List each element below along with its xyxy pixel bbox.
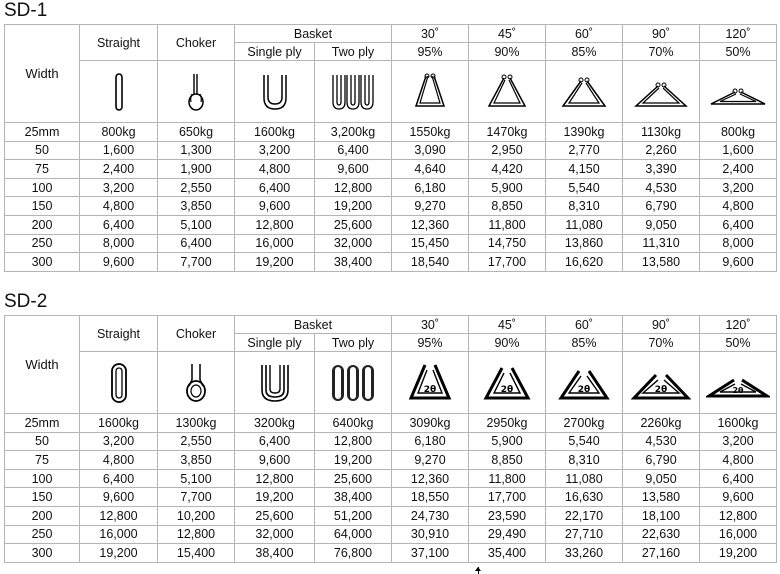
capacity-cell: 1,600 bbox=[700, 141, 777, 160]
capacity-cell: 30,910 bbox=[392, 525, 469, 544]
capacity-cell: 6,400 bbox=[700, 215, 777, 234]
capacity-cell: 6,400 bbox=[235, 178, 315, 197]
capacity-cell: 6,180 bbox=[392, 178, 469, 197]
table-row bbox=[5, 215, 777, 234]
choker-header: Choker bbox=[158, 316, 235, 352]
capacity-cell: 8,310 bbox=[546, 451, 623, 470]
two-ply-header: Two ply bbox=[315, 334, 392, 352]
capacity-cell: 8,000 bbox=[80, 234, 158, 253]
capacity-cell: 27,710 bbox=[546, 525, 623, 544]
capacity-cell: 8,850 bbox=[469, 197, 546, 216]
table-row bbox=[5, 432, 777, 451]
capacity-cell: 2,260 bbox=[623, 141, 700, 160]
capacity-cell: 13,580 bbox=[623, 488, 700, 507]
capacity-cell: 4,530 bbox=[623, 178, 700, 197]
width-cell: 75 bbox=[5, 160, 80, 179]
capacity-cell: 4,640 bbox=[392, 160, 469, 179]
angle-45-sling-icon bbox=[469, 352, 546, 414]
load-table-sd1 bbox=[4, 24, 777, 272]
capacity-cell: 3,200 bbox=[80, 178, 158, 197]
capacity-cell: 9,270 bbox=[392, 451, 469, 470]
capacity-cell: 800kg bbox=[80, 123, 158, 142]
capacity-cell: 3,200 bbox=[80, 432, 158, 451]
choker-header: Choker bbox=[158, 25, 235, 61]
straight-header: Straight bbox=[80, 25, 158, 61]
table-row bbox=[5, 488, 777, 507]
capacity-cell: 27,160 bbox=[623, 544, 700, 563]
capacity-cell: 18,540 bbox=[392, 253, 469, 272]
capacity-cell: 9,050 bbox=[623, 469, 700, 488]
capacity-cell: 3,200 bbox=[700, 432, 777, 451]
capacity-cell: 13,580 bbox=[623, 253, 700, 272]
factor-header: 50% bbox=[700, 43, 777, 61]
capacity-cell: 1,600 bbox=[80, 141, 158, 160]
capacity-cell: 16,000 bbox=[700, 525, 777, 544]
factor-header: 85% bbox=[546, 334, 623, 352]
capacity-cell: 24,730 bbox=[392, 506, 469, 525]
straight-header: Straight bbox=[80, 316, 158, 352]
capacity-cell: 19,200 bbox=[80, 544, 158, 563]
width-cell: 250 bbox=[5, 525, 80, 544]
capacity-cell: 2,550 bbox=[158, 178, 235, 197]
width-header: Width bbox=[5, 25, 80, 123]
capacity-cell: 25,600 bbox=[235, 506, 315, 525]
capacity-cell: 4,800 bbox=[700, 451, 777, 470]
capacity-cell: 17,700 bbox=[469, 488, 546, 507]
capacity-cell: 19,200 bbox=[235, 488, 315, 507]
angle-header: 60˚ bbox=[546, 25, 623, 43]
angle-30-sling-icon bbox=[392, 352, 469, 414]
table-row bbox=[5, 451, 777, 470]
width-cell: 50 bbox=[5, 141, 80, 160]
angle-120-sling-icon bbox=[700, 352, 777, 414]
capacity-cell: 9,050 bbox=[623, 215, 700, 234]
capacity-cell: 6,400 bbox=[158, 234, 235, 253]
capacity-cell: 3,850 bbox=[158, 197, 235, 216]
capacity-cell: 6,400 bbox=[315, 141, 392, 160]
section-title-sd2: SD-2 bbox=[4, 291, 48, 312]
capacity-cell: 15,400 bbox=[158, 544, 235, 563]
capacity-cell: 8,000 bbox=[700, 234, 777, 253]
angle-60-sling-icon bbox=[546, 352, 623, 414]
capacity-cell: 51,200 bbox=[315, 506, 392, 525]
capacity-cell: 5,900 bbox=[469, 178, 546, 197]
capacity-cell: 9,270 bbox=[392, 197, 469, 216]
capacity-cell: 4,800 bbox=[80, 451, 158, 470]
capacity-cell: 9,600 bbox=[235, 451, 315, 470]
factor-header: 85% bbox=[546, 43, 623, 61]
angle-90-sling-icon bbox=[623, 61, 700, 123]
straight-sling-icon bbox=[80, 352, 158, 414]
table-row bbox=[5, 469, 777, 488]
capacity-cell: 64,000 bbox=[315, 525, 392, 544]
capacity-cell: 2700kg bbox=[546, 414, 623, 433]
capacity-cell: 6,400 bbox=[235, 432, 315, 451]
table-row bbox=[5, 253, 777, 272]
capacity-cell: 12,360 bbox=[392, 469, 469, 488]
capacity-cell: 76,800 bbox=[315, 544, 392, 563]
capacity-cell: 5,540 bbox=[546, 178, 623, 197]
table-row bbox=[5, 197, 777, 216]
capacity-cell: 38,400 bbox=[315, 253, 392, 272]
capacity-cell: 1130kg bbox=[623, 123, 700, 142]
angle-header: 120˚ bbox=[700, 25, 777, 43]
capacity-cell: 17,700 bbox=[469, 253, 546, 272]
angle-header: 120˚ bbox=[700, 316, 777, 334]
straight-sling-icon bbox=[80, 61, 158, 123]
capacity-cell: 35,400 bbox=[469, 544, 546, 563]
table-row bbox=[5, 160, 777, 179]
capacity-cell: 2,400 bbox=[80, 160, 158, 179]
capacity-cell: 1550kg bbox=[392, 123, 469, 142]
capacity-cell: 7,700 bbox=[158, 488, 235, 507]
capacity-cell: 16,630 bbox=[546, 488, 623, 507]
svg-text:2θ: 2θ bbox=[423, 384, 437, 395]
width-cell: 50 bbox=[5, 432, 80, 451]
capacity-cell: 22,170 bbox=[546, 506, 623, 525]
angle-header: 60˚ bbox=[546, 316, 623, 334]
capacity-cell: 16,000 bbox=[235, 234, 315, 253]
width-cell: 100 bbox=[5, 469, 80, 488]
angle-header: 90˚ bbox=[623, 25, 700, 43]
angle-header: 30˚ bbox=[392, 316, 469, 334]
capacity-cell: 3200kg bbox=[235, 414, 315, 433]
capacity-cell: 4,530 bbox=[623, 432, 700, 451]
capacity-cell: 4,150 bbox=[546, 160, 623, 179]
capacity-cell: 1600kg bbox=[80, 414, 158, 433]
capacity-cell: 1600kg bbox=[235, 123, 315, 142]
capacity-cell: 2,770 bbox=[546, 141, 623, 160]
capacity-cell: 11,800 bbox=[469, 469, 546, 488]
capacity-cell: 12,800 bbox=[315, 432, 392, 451]
capacity-cell: 3,200 bbox=[700, 178, 777, 197]
capacity-cell: 16,620 bbox=[546, 253, 623, 272]
capacity-cell: 1,900 bbox=[158, 160, 235, 179]
capacity-cell: 12,800 bbox=[235, 469, 315, 488]
capacity-cell: 2,550 bbox=[158, 432, 235, 451]
capacity-cell: 6,790 bbox=[623, 197, 700, 216]
svg-text:2θ: 2θ bbox=[500, 384, 514, 395]
width-cell: 25mm bbox=[5, 414, 80, 433]
single-ply-header: Single ply bbox=[235, 334, 315, 352]
capacity-cell: 4,420 bbox=[469, 160, 546, 179]
angle-45-sling-icon bbox=[469, 61, 546, 123]
capacity-cell: 1300kg bbox=[158, 414, 235, 433]
capacity-cell: 5,540 bbox=[546, 432, 623, 451]
table-row bbox=[5, 506, 777, 525]
capacity-cell: 19,200 bbox=[700, 544, 777, 563]
table-row bbox=[5, 544, 777, 563]
capacity-cell: 6,400 bbox=[80, 215, 158, 234]
factor-header: 70% bbox=[623, 334, 700, 352]
capacity-cell: 25,600 bbox=[315, 469, 392, 488]
angle-header: 45˚ bbox=[469, 316, 546, 334]
capacity-cell: 14,750 bbox=[469, 234, 546, 253]
capacity-cell: 2,950 bbox=[469, 141, 546, 160]
capacity-cell: 1390kg bbox=[546, 123, 623, 142]
capacity-cell: 23,590 bbox=[469, 506, 546, 525]
capacity-cell: 3,200kg bbox=[315, 123, 392, 142]
capacity-cell: 6,400 bbox=[80, 469, 158, 488]
factor-header: 50% bbox=[700, 334, 777, 352]
single-ply-basket-icon bbox=[235, 352, 315, 414]
single-ply-header: Single ply bbox=[235, 43, 315, 61]
factor-header: 70% bbox=[623, 43, 700, 61]
capacity-cell: 12,800 bbox=[235, 215, 315, 234]
capacity-cell: 6,400 bbox=[700, 469, 777, 488]
capacity-cell: 6400kg bbox=[315, 414, 392, 433]
capacity-cell: 13,860 bbox=[546, 234, 623, 253]
capacity-cell: 5,900 bbox=[469, 432, 546, 451]
capacity-cell: 32,000 bbox=[315, 234, 392, 253]
basket-header: Basket bbox=[235, 25, 392, 43]
capacity-cell: 9,600 bbox=[700, 488, 777, 507]
table-row bbox=[5, 234, 777, 253]
capacity-cell: 2260kg bbox=[623, 414, 700, 433]
capacity-cell: 19,200 bbox=[315, 451, 392, 470]
width-cell: 150 bbox=[5, 197, 80, 216]
capacity-cell: 18,100 bbox=[623, 506, 700, 525]
angle-header: 90˚ bbox=[623, 316, 700, 334]
capacity-cell: 29,490 bbox=[469, 525, 546, 544]
capacity-cell: 12,800 bbox=[315, 178, 392, 197]
width-cell: 75 bbox=[5, 451, 80, 470]
capacity-cell: 12,800 bbox=[700, 506, 777, 525]
capacity-cell: 6,180 bbox=[392, 432, 469, 451]
capacity-cell: 4,800 bbox=[235, 160, 315, 179]
capacity-cell: 4,800 bbox=[80, 197, 158, 216]
capacity-cell: 3,090 bbox=[392, 141, 469, 160]
width-cell: 200 bbox=[5, 506, 80, 525]
width-cell: 200 bbox=[5, 215, 80, 234]
capacity-cell: 12,800 bbox=[158, 525, 235, 544]
capacity-cell: 6,790 bbox=[623, 451, 700, 470]
capacity-cell: 11,080 bbox=[546, 469, 623, 488]
width-header: Width bbox=[5, 316, 80, 414]
capacity-cell: 15,450 bbox=[392, 234, 469, 253]
mouse-cursor-icon bbox=[478, 567, 479, 574]
choker-sling-icon bbox=[158, 61, 235, 123]
single-ply-basket-icon bbox=[235, 61, 315, 123]
capacity-cell: 18,550 bbox=[392, 488, 469, 507]
angle-header: 30˚ bbox=[392, 25, 469, 43]
capacity-cell: 2950kg bbox=[469, 414, 546, 433]
table-row bbox=[5, 178, 777, 197]
capacity-cell: 16,000 bbox=[80, 525, 158, 544]
width-cell: 300 bbox=[5, 544, 80, 563]
width-cell: 300 bbox=[5, 253, 80, 272]
capacity-cell: 9,600 bbox=[80, 253, 158, 272]
capacity-cell: 11,800 bbox=[469, 215, 546, 234]
svg-text:2θ: 2θ bbox=[577, 384, 591, 395]
capacity-cell: 1,300 bbox=[158, 141, 235, 160]
width-cell: 100 bbox=[5, 178, 80, 197]
section-title-sd1: SD-1 bbox=[4, 0, 48, 21]
capacity-cell: 19,200 bbox=[315, 197, 392, 216]
choker-sling-icon bbox=[158, 352, 235, 414]
capacity-cell: 12,800 bbox=[80, 506, 158, 525]
width-cell: 25mm bbox=[5, 123, 80, 142]
capacity-cell: 3,390 bbox=[623, 160, 700, 179]
factor-header: 95% bbox=[392, 334, 469, 352]
table-row bbox=[5, 414, 777, 433]
capacity-cell: 5,100 bbox=[158, 469, 235, 488]
capacity-cell: 4,800 bbox=[700, 197, 777, 216]
factor-header: 90% bbox=[469, 334, 546, 352]
table-row bbox=[5, 123, 777, 142]
width-cell: 250 bbox=[5, 234, 80, 253]
capacity-cell: 33,260 bbox=[546, 544, 623, 563]
two-ply-basket-icon bbox=[315, 61, 392, 123]
angle-30-sling-icon bbox=[392, 61, 469, 123]
capacity-cell: 9,600 bbox=[315, 160, 392, 179]
width-cell: 150 bbox=[5, 488, 80, 507]
capacity-cell: 25,600 bbox=[315, 215, 392, 234]
capacity-cell: 3090kg bbox=[392, 414, 469, 433]
capacity-cell: 37,100 bbox=[392, 544, 469, 563]
capacity-cell: 9,600 bbox=[80, 488, 158, 507]
capacity-cell: 8,850 bbox=[469, 451, 546, 470]
capacity-cell: 1600kg bbox=[700, 414, 777, 433]
capacity-cell: 800kg bbox=[700, 123, 777, 142]
svg-text:2θ: 2θ bbox=[654, 384, 668, 395]
capacity-cell: 9,600 bbox=[700, 253, 777, 272]
capacity-cell: 3,200 bbox=[235, 141, 315, 160]
factor-header: 95% bbox=[392, 43, 469, 61]
capacity-cell: 19,200 bbox=[235, 253, 315, 272]
angle-60-sling-icon bbox=[546, 61, 623, 123]
table-row bbox=[5, 525, 777, 544]
capacity-cell: 3,850 bbox=[158, 451, 235, 470]
capacity-cell: 10,200 bbox=[158, 506, 235, 525]
capacity-cell: 38,400 bbox=[235, 544, 315, 563]
capacity-cell: 38,400 bbox=[315, 488, 392, 507]
capacity-cell: 22,630 bbox=[623, 525, 700, 544]
load-table-sd2 bbox=[4, 315, 777, 563]
capacity-cell: 5,100 bbox=[158, 215, 235, 234]
two-ply-header: Two ply bbox=[315, 43, 392, 61]
capacity-cell: 11,080 bbox=[546, 215, 623, 234]
capacity-cell: 8,310 bbox=[546, 197, 623, 216]
capacity-cell: 7,700 bbox=[158, 253, 235, 272]
capacity-cell: 2,400 bbox=[700, 160, 777, 179]
capacity-cell: 11,310 bbox=[623, 234, 700, 253]
capacity-cell: 9,600 bbox=[235, 197, 315, 216]
table-row bbox=[5, 141, 777, 160]
capacity-cell: 12,360 bbox=[392, 215, 469, 234]
angle-header: 45˚ bbox=[469, 25, 546, 43]
capacity-cell: 650kg bbox=[158, 123, 235, 142]
capacity-cell: 32,000 bbox=[235, 525, 315, 544]
angle-120-sling-icon bbox=[700, 61, 777, 123]
basket-header: Basket bbox=[235, 316, 392, 334]
capacity-cell: 1470kg bbox=[469, 123, 546, 142]
factor-header: 90% bbox=[469, 43, 546, 61]
two-ply-basket-icon bbox=[315, 352, 392, 414]
svg-text:2θ: 2θ bbox=[732, 385, 744, 395]
angle-90-sling-icon bbox=[623, 352, 700, 414]
